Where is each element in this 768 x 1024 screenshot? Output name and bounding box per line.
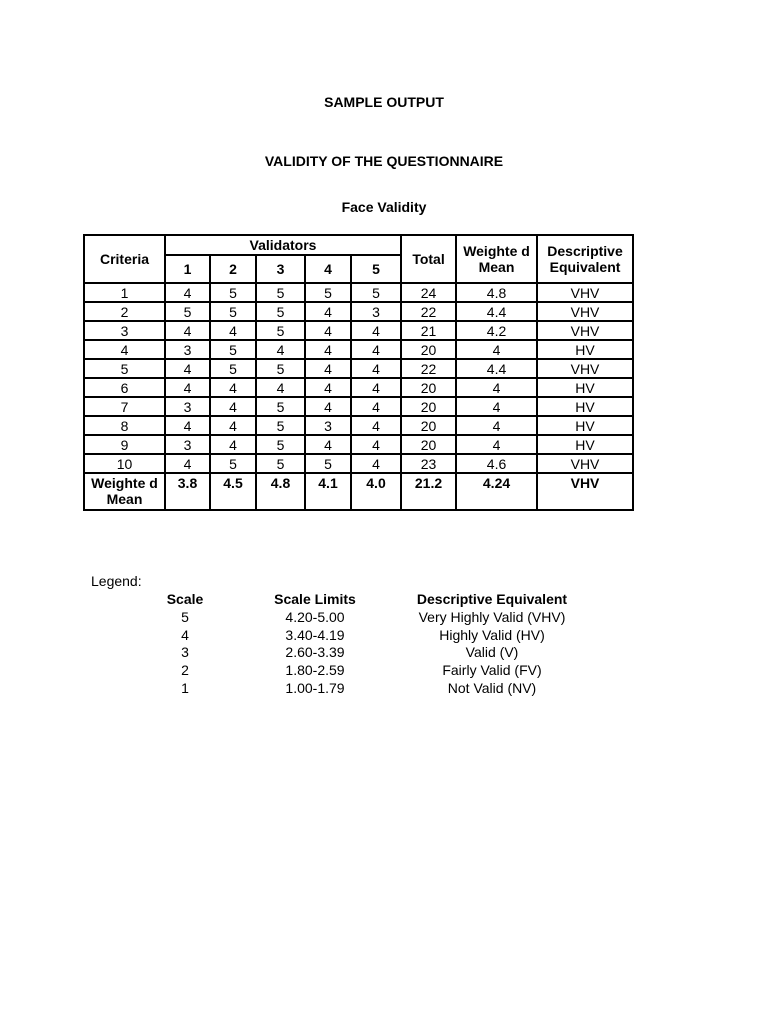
cell-validator-4: 4	[305, 321, 351, 340]
cell-validator-3: 5	[256, 435, 305, 454]
cell-criteria: 1	[84, 283, 165, 302]
cell-validator-4: 4	[305, 340, 351, 359]
table-row	[84, 359, 633, 378]
table-row	[84, 340, 633, 359]
cell-criteria: 2	[84, 302, 165, 321]
cell-desc: VHV	[537, 454, 633, 473]
footer-validator-1: 3.8	[165, 473, 210, 510]
cell-validator-5: 4	[351, 321, 401, 340]
cell-validator-3: 5	[256, 416, 305, 435]
legend-limits: 3.40-4.19	[285, 626, 345, 643]
cell-validator-4: 3	[305, 416, 351, 435]
cell-desc: HV	[537, 378, 633, 397]
legend-limits: 1.00-1.79	[285, 679, 345, 696]
section-title: VALIDITY OF THE QUESTIONNAIRE	[264, 153, 504, 169]
cell-validator-1: 3	[165, 397, 210, 416]
cell-validator-4: 4	[305, 359, 351, 378]
cell-validator-1: 3	[165, 340, 210, 359]
cell-validator-2: 4	[210, 435, 256, 454]
cell-mean: 4.6	[456, 454, 537, 473]
legend-label: Legend:	[91, 573, 142, 589]
cell-validator-1: 4	[165, 454, 210, 473]
header-validator-4: 4	[305, 255, 351, 283]
cell-mean: 4.8	[456, 283, 537, 302]
legend-desc-column	[392, 591, 592, 698]
legend-desc: Valid (V)	[465, 644, 519, 661]
cell-validator-1: 4	[165, 378, 210, 397]
cell-validator-4: 4	[305, 435, 351, 454]
legend-desc: Fairly Valid (FV)	[442, 662, 542, 679]
cell-validator-5: 4	[351, 340, 401, 359]
table-row	[84, 454, 633, 473]
footer-label: Weighte d Mean	[84, 473, 165, 510]
legend-header-limits: Scale Limits	[274, 591, 356, 607]
cell-validator-1: 3	[165, 435, 210, 454]
cell-mean: 4.4	[456, 302, 537, 321]
cell-criteria: 5	[84, 359, 165, 378]
header-validator-3: 3	[256, 255, 305, 283]
cell-validator-4: 4	[305, 302, 351, 321]
cell-validator-1: 4	[165, 283, 210, 302]
cell-mean: 4	[456, 397, 537, 416]
cell-validator-1: 4	[165, 321, 210, 340]
table-row	[84, 378, 633, 397]
legend-limits: 2.60-3.39	[285, 644, 345, 661]
cell-criteria: 9	[84, 435, 165, 454]
cell-total: 20	[401, 416, 456, 435]
cell-validator-3: 4	[256, 378, 305, 397]
cell-total: 20	[401, 340, 456, 359]
cell-validator-3: 5	[256, 454, 305, 473]
cell-validator-1: 5	[165, 302, 210, 321]
table-row	[84, 302, 633, 321]
cell-mean: 4	[456, 340, 537, 359]
cell-desc: HV	[537, 416, 633, 435]
cell-criteria: 6	[84, 378, 165, 397]
cell-desc: VHV	[537, 321, 633, 340]
footer-validator-4: 4.1	[305, 473, 351, 510]
table-row	[84, 435, 633, 454]
cell-desc: VHV	[537, 359, 633, 378]
cell-validator-1: 4	[165, 359, 210, 378]
cell-criteria: 3	[84, 321, 165, 340]
cell-total: 20	[401, 378, 456, 397]
table-row	[84, 397, 633, 416]
legend-desc: Not Valid (NV)	[447, 679, 537, 696]
footer-mean: 4.24	[456, 473, 537, 510]
header-criteria: Criteria	[84, 235, 165, 283]
legend-desc: Highly Valid (HV)	[439, 626, 545, 643]
cell-validator-5: 4	[351, 397, 401, 416]
cell-mean: 4	[456, 416, 537, 435]
footer-validator-5: 4.0	[351, 473, 401, 510]
cell-criteria: 7	[84, 397, 165, 416]
document-title: SAMPLE OUTPUT	[324, 94, 444, 110]
legend-limits-column	[255, 591, 375, 698]
cell-validator-2: 5	[210, 454, 256, 473]
legend-scale: 4	[181, 626, 189, 643]
header-descriptive-equivalent: Descriptive Equivalent	[537, 235, 633, 283]
cell-total: 20	[401, 435, 456, 454]
legend-scale: 1	[181, 679, 189, 696]
cell-validator-4: 5	[305, 283, 351, 302]
cell-validator-2: 5	[210, 283, 256, 302]
cell-validator-4: 4	[305, 378, 351, 397]
header-validator-2: 2	[210, 255, 256, 283]
cell-total: 22	[401, 302, 456, 321]
cell-validator-5: 5	[351, 283, 401, 302]
cell-mean: 4.4	[456, 359, 537, 378]
cell-mean: 4.2	[456, 321, 537, 340]
header-validator-5: 5	[351, 255, 401, 283]
legend-header-desc: Descriptive Equivalent	[416, 591, 568, 607]
legend-header-scale: Scale	[166, 591, 204, 607]
cell-validator-2: 4	[210, 397, 256, 416]
cell-validator-5: 4	[351, 435, 401, 454]
cell-validator-3: 5	[256, 397, 305, 416]
cell-criteria: 8	[84, 416, 165, 435]
cell-desc: HV	[537, 340, 633, 359]
cell-desc: VHV	[537, 283, 633, 302]
legend-scale: 5	[181, 608, 189, 625]
weighted-mean-row	[84, 473, 633, 510]
cell-validator-5: 3	[351, 302, 401, 321]
header-validator-1: 1	[165, 255, 210, 283]
cell-validator-2: 5	[210, 302, 256, 321]
cell-mean: 4	[456, 378, 537, 397]
subsection-title: Face Validity	[341, 199, 427, 215]
cell-validator-3: 5	[256, 283, 305, 302]
cell-validator-2: 5	[210, 340, 256, 359]
legend-scale: 2	[181, 662, 189, 679]
table-row	[84, 321, 633, 340]
cell-total: 21	[401, 321, 456, 340]
cell-validator-2: 4	[210, 321, 256, 340]
cell-validator-2: 4	[210, 378, 256, 397]
cell-desc: HV	[537, 435, 633, 454]
cell-desc: HV	[537, 397, 633, 416]
cell-total: 24	[401, 283, 456, 302]
table-body	[84, 283, 633, 473]
face-validity-table	[83, 234, 634, 511]
cell-mean: 4	[456, 435, 537, 454]
cell-validator-5: 4	[351, 378, 401, 397]
cell-validator-3: 5	[256, 321, 305, 340]
cell-total: 23	[401, 454, 456, 473]
footer-validator-3: 4.8	[256, 473, 305, 510]
legend-scale: 3	[181, 644, 189, 661]
header-total: Total	[401, 235, 456, 283]
cell-criteria: 4	[84, 340, 165, 359]
footer-validator-2: 4.5	[210, 473, 256, 510]
cell-validator-3: 5	[256, 302, 305, 321]
cell-validator-1: 4	[165, 416, 210, 435]
cell-total: 20	[401, 397, 456, 416]
table-row	[84, 416, 633, 435]
cell-validator-3: 5	[256, 359, 305, 378]
cell-validator-2: 4	[210, 416, 256, 435]
cell-validator-2: 5	[210, 359, 256, 378]
cell-total: 22	[401, 359, 456, 378]
cell-validator-4: 4	[305, 397, 351, 416]
cell-validator-5: 4	[351, 416, 401, 435]
cell-desc: VHV	[537, 302, 633, 321]
cell-validator-5: 4	[351, 359, 401, 378]
legend-limits: 1.80-2.59	[285, 662, 345, 679]
legend-limits: 4.20-5.00	[285, 608, 345, 625]
header-validators: Validators	[165, 235, 401, 255]
legend-scale-column	[145, 591, 225, 698]
cell-validator-3: 4	[256, 340, 305, 359]
cell-validator-5: 4	[351, 454, 401, 473]
header-weighted-mean: Weighte d Mean	[456, 235, 537, 283]
legend-desc: Very Highly Valid (VHV)	[418, 608, 566, 625]
cell-validator-4: 5	[305, 454, 351, 473]
footer-total: 21.2	[401, 473, 456, 510]
footer-desc: VHV	[537, 473, 633, 510]
table-row	[84, 283, 633, 302]
cell-criteria: 10	[84, 454, 165, 473]
